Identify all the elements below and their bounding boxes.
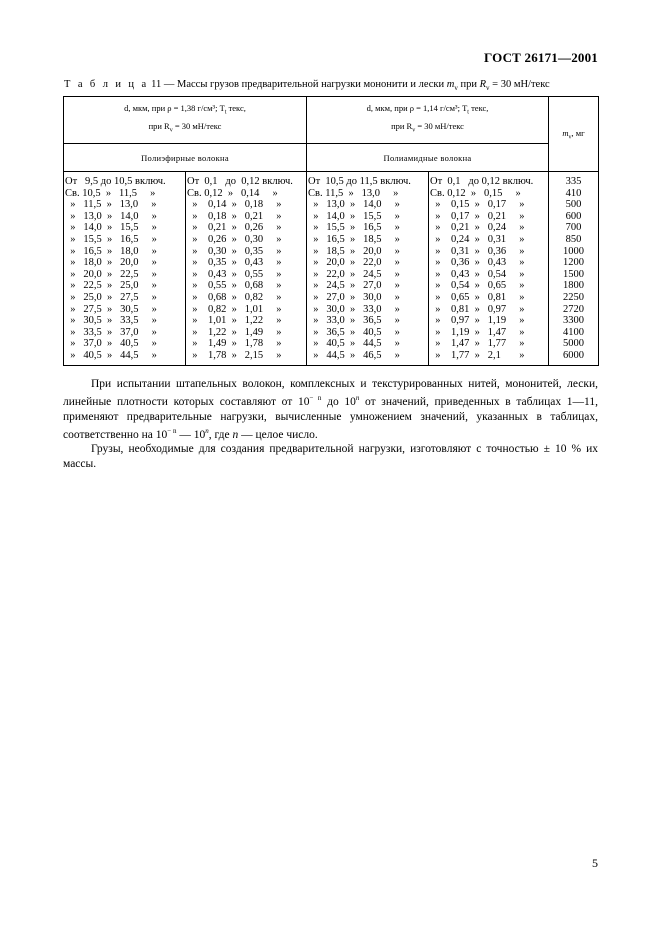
table-cell: » 20,0 » 22,5 »: [65, 268, 157, 280]
table-cell: Св. 0,12 » 0,15 »: [430, 187, 521, 199]
table-cell: » 37,0 » 40,5 »: [65, 338, 157, 350]
page-number: 5: [592, 856, 598, 870]
table-cell: 2250: [563, 291, 585, 303]
column-mass: [549, 172, 599, 366]
table-cell: » 40,5 » 44,5 »: [65, 349, 157, 361]
head-left-line1: d, мкм, при ρ = 1,38 г/см³; T: [124, 103, 225, 114]
p1-part-e: , где: [208, 428, 233, 441]
table-cell: 850: [565, 233, 582, 245]
table-cell: 1800: [563, 280, 585, 292]
caption-r-symbol: R: [479, 79, 487, 90]
table-cell: » 30,5 » 33,5 »: [65, 315, 157, 327]
p1-part-a: При испытании штапельных волокон, комплексных и текстурированных нитей, мононитей, лески, линейные плотности которых составляют от 10: [63, 378, 598, 409]
table-cell: » 0,55 » 0,68 »: [187, 280, 282, 292]
table-cell: От 10,5 до 11,5 включ.: [308, 176, 411, 187]
head-left-line2b: = 30 мН/текс: [172, 121, 222, 131]
table-cell: 600: [565, 210, 582, 222]
caption-r-sub: v: [486, 84, 490, 93]
table-cell: » 0,35 » 0,43 »: [187, 257, 282, 269]
table-cell: » 40,5 » 44,5 »: [308, 338, 400, 350]
head-right-r-sub: v: [412, 127, 416, 134]
table-cell: » 36,5 » 40,5 »: [308, 326, 400, 338]
table-cell: 500: [565, 199, 582, 211]
table-cell: 410: [565, 187, 582, 199]
mass-table: [63, 96, 599, 366]
caption-m-sub: v: [454, 84, 458, 93]
table-cell: » 0,15 » 0,17 »: [430, 199, 525, 211]
table-cell: » 1,49 » 1,78 »: [187, 338, 282, 350]
table-cell: 6000: [563, 349, 585, 361]
p1-part-c: от значений, приведенных в таблицах 1—11, применяют предварительные нагрузки, вычисленные умножением значений, указанных в таблицах, соответственно на 10: [63, 396, 598, 441]
table-cell: » 13,0 » 14,0 »: [308, 199, 400, 211]
table-cell: 3300: [563, 315, 585, 327]
caption-tail: = 30 мН/текс: [489, 79, 550, 90]
table-cell: » 30,0 » 33,0 »: [308, 303, 400, 315]
p1-part-b: до 10: [321, 396, 356, 409]
header-polyamide-params: [307, 97, 549, 144]
table-cell: » 0,31 » 0,36 »: [430, 245, 525, 257]
table-cell: От 0,1 до 0,12 включ.: [187, 176, 293, 187]
table-cell: » 1,22 » 1,49 »: [187, 326, 282, 338]
table-cell: » 0,68 » 0,82 »: [187, 291, 282, 303]
head-mass-sub: v: [568, 134, 572, 141]
table-cell: » 15,5 » 16,5 »: [308, 222, 400, 234]
column-polyamide-diameter: [307, 172, 429, 366]
table-cell: » 0,43 » 0,55 »: [187, 268, 282, 280]
table-cell: » 0,21 » 0,26 »: [187, 222, 282, 234]
caption-mid: при: [457, 79, 480, 90]
table-cell: » 1,19 » 1,47 »: [430, 326, 525, 338]
table-cell: » 16,5 » 18,5 »: [308, 233, 400, 245]
table-cell: От 9,5 до 10,5 включ.: [65, 176, 166, 187]
table-cell: » 0,24 » 0,31 »: [430, 233, 525, 245]
table-cell: 5000: [563, 338, 585, 350]
p1-n: n: [232, 428, 239, 441]
table-cell: » 22,0 » 24,5 »: [308, 268, 400, 280]
table-cell: » 44,5 » 46,5 »: [308, 349, 400, 361]
p1-exp4: n: [205, 427, 209, 436]
head-left-r-sub: v: [169, 127, 173, 134]
table-cell: » 13,0 » 14,0 »: [65, 210, 157, 222]
table-cell: » 0,43 » 0,54 »: [430, 268, 525, 280]
head-right-line1-tail: текс,: [468, 103, 489, 114]
table-cell: » 0,26 » 0,30 »: [187, 233, 282, 245]
table-caption: [64, 79, 550, 92]
caption-m-symbol: m: [446, 79, 455, 90]
table-cell: » 1,77 » 2,1 »: [430, 349, 525, 361]
table-cell: » 0,82 » 1,01 »: [187, 303, 282, 315]
p1-part-d: — 10: [176, 428, 206, 441]
document-id: ГОСТ 26171—2001: [483, 50, 598, 65]
table-cell: » 33,5 » 37,0 »: [65, 326, 157, 338]
table-cell: » 0,30 » 0,35 »: [187, 245, 282, 257]
column-polyester-diameter: [64, 172, 186, 366]
caption-number: 11: [151, 79, 162, 90]
table-cell: » 25,0 » 27,5 »: [65, 291, 157, 303]
table-cell: » 20,0 » 22,0 »: [308, 257, 400, 269]
paragraph-preload: [63, 377, 598, 442]
table-cell: » 0,21 » 0,24 »: [430, 222, 525, 234]
head-mass-sym: m: [562, 127, 569, 138]
table-cell: 4100: [563, 326, 585, 338]
table-cell: Св. 10,5 » 11,5 »: [65, 187, 156, 199]
table-cell: 1200: [563, 257, 585, 269]
head-right-line2b: = 30 мН/текс: [415, 121, 464, 131]
table-cell: » 1,47 » 1,77 »: [430, 338, 525, 350]
table-cell: » 0,81 » 0,97 »: [430, 303, 525, 315]
table-cell: » 1,01 » 1,22 »: [187, 315, 282, 327]
table-cell: » 0,36 » 0,43 »: [430, 257, 525, 269]
table-cell: От 0,1 до 0,12 включ.: [430, 176, 534, 187]
table-cell: » 0,54 » 0,65 »: [430, 280, 525, 292]
table-cell: » 0,18 » 0,21 »: [187, 210, 282, 222]
column-polyamide-density: [429, 172, 549, 366]
table-cell: » 0,97 » 1,19 »: [430, 315, 525, 327]
head-left-line2a: при R: [148, 121, 170, 131]
paragraph-weights: Грузы, необходимые для создания предварительной нагрузки, изготовляют с точностью ± 10 % их массы.: [63, 443, 598, 470]
table-cell: » 16,5 » 18,0 »: [65, 245, 157, 257]
p1-exp2: n: [355, 394, 360, 403]
table-cell: 2720: [563, 303, 585, 315]
table-cell: » 14,0 » 15,5 »: [65, 222, 157, 234]
caption-text: — Массы грузов предварительной нагрузки мононити и лески: [161, 79, 447, 90]
group-polyamide: Полиамидные волокна: [307, 144, 549, 172]
table-cell: » 0,65 » 0,81 »: [430, 291, 525, 303]
header-mass: [549, 97, 599, 172]
head-right-t-sub: t: [467, 110, 469, 116]
group-polyester: Полиэфирные волокна: [64, 144, 307, 172]
table-cell: » 0,17 » 0,21 »: [430, 210, 525, 222]
p1-exp3: − n: [167, 427, 177, 436]
table-cell: 1500: [563, 268, 585, 280]
head-left-t-sub: t: [224, 110, 227, 116]
table-cell: Св. 11,5 » 13,0 »: [308, 187, 399, 199]
table-cell: » 11,5 » 13,0 »: [65, 199, 157, 211]
header-polyester-params: [64, 97, 307, 144]
table-cell: » 27,5 » 30,5 »: [65, 303, 157, 315]
p1-exp1: − n: [309, 394, 322, 403]
table-cell: » 14,0 » 15,5 »: [308, 210, 400, 222]
body-text: [63, 377, 598, 471]
table-cell: » 24,5 » 27,0 »: [308, 280, 400, 292]
column-polyester-density: [186, 172, 307, 366]
table-cell: » 22,5 » 25,0 »: [65, 280, 157, 292]
table-cell: » 0,14 » 0,18 »: [187, 199, 282, 211]
table-cell: Св. 0,12 » 0,14 »: [187, 187, 278, 199]
table-cell: » 27,0 » 30,0 »: [308, 291, 400, 303]
p1-part-f: — целое число.: [238, 428, 318, 441]
table-cell: 335: [565, 176, 582, 187]
head-left-line1-tail: текс,: [226, 103, 246, 114]
table-cell: » 18,0 » 20,0 »: [65, 257, 157, 269]
table-cell: 700: [565, 222, 582, 234]
table-cell: » 18,5 » 20,0 »: [308, 245, 400, 257]
table-cell: » 15,5 » 16,5 »: [65, 233, 157, 245]
table-cell: 1000: [563, 245, 585, 257]
caption-prefix: Т а б л и ц а: [64, 79, 149, 90]
head-right-line2a: при R: [391, 121, 413, 131]
head-mass-unit: , мг: [571, 127, 585, 138]
table-cell: » 1,78 » 2,15 »: [187, 349, 282, 361]
head-right-line1: d, мкм, при ρ = 1,14 г/см³; T: [366, 103, 468, 114]
table-cell: » 33,0 » 36,5 »: [308, 315, 400, 327]
